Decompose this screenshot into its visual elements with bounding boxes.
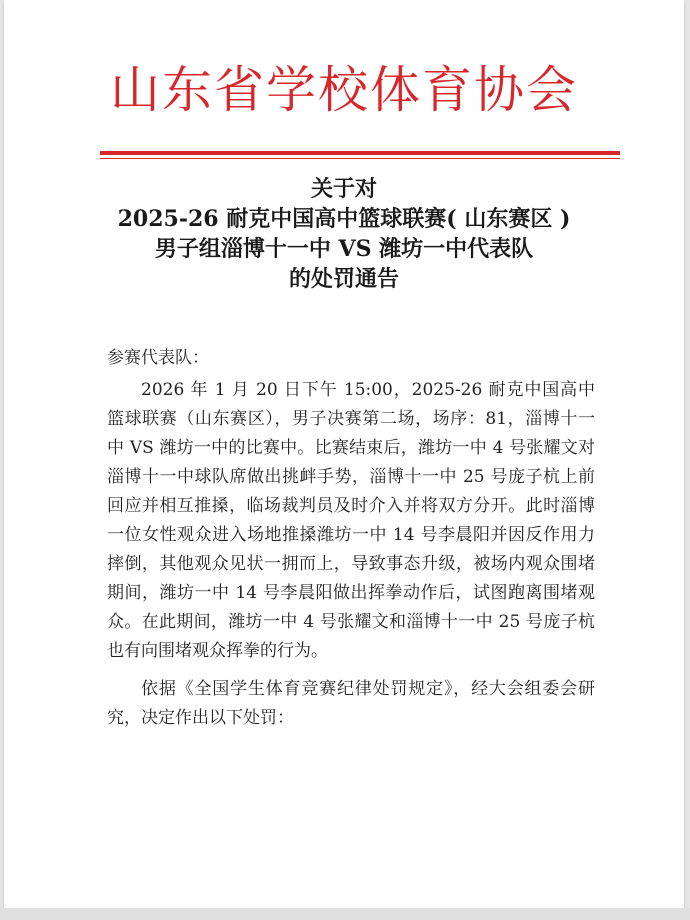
body-paragraph-1: 2026 年 1 月 20 日下午 15:00，2025-26 耐克中国高中篮球联赛（山东赛区），男子决赛第二场，场序：81，淄博十一中 VS 潍坊一中的比赛中。比赛结束后，潍坊一中 4 号张耀文对淄博十一中球队席做出挑衅手势，淄博十一中 25 号庞子杭上前回应并相互推搡，临场裁判员及时介入并将双方分开。此时淄博一位女性观众进入场地推搡潍坊一中 14 号李晨阳并因反作用力摔倒，其他观众见状一拥而上，导致事态升级，被场内观众围堵期间，潍坊一中 14 号李晨阳做出挥拳动作后，试图跑离围堵观众。在此期间，潍坊一中 4 号张耀文和淄博十一中 25 号庞子杭也有向围堵观众挥拳的行为。	[107, 380, 595, 661]
header-rule-thin	[100, 158, 620, 159]
salutation: 参赛代表队：	[107, 348, 209, 368]
notice-body	[107, 344, 595, 733]
bottom-edge	[0, 908, 690, 920]
document-page	[4, 0, 684, 908]
title-line-1: 关于对	[310, 176, 377, 202]
title-line-4: 的处罚通告	[288, 266, 399, 292]
header-rule-thick	[100, 151, 620, 155]
title-line-3: 男子组淄博十一中 VS 潍坊一中代表队	[154, 236, 534, 262]
organization-header: 山东省学校体育协会	[110, 61, 578, 119]
body-paragraph-2: 依据《全国学生体育竞赛纪律处罚规定》，经大会组委会研究，决定作出以下处罚：	[107, 679, 595, 728]
notice-title	[34, 174, 654, 294]
title-line-2: 2025-26 耐克中国高中篮球联赛( 山东赛区 )	[117, 206, 571, 232]
